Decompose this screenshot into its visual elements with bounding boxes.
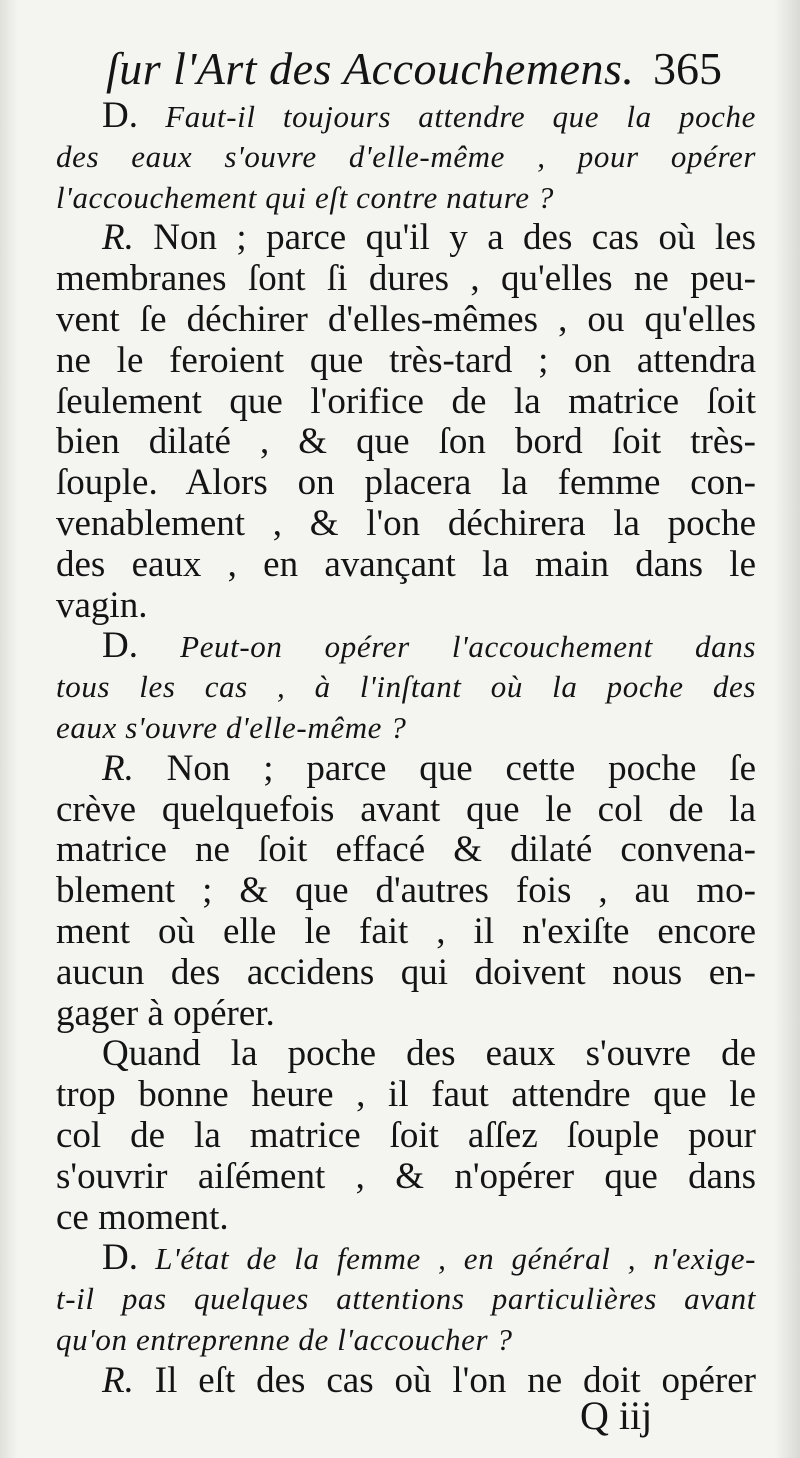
- line-text: ment où elle le fait , il n'exiſte encore: [56, 910, 756, 952]
- line-text: ſouple. Alors on placera la femme con-: [56, 462, 756, 504]
- line-text: vent ſe déchirer d'elles-mêmes , ou qu'elles: [56, 298, 756, 340]
- answer-line: [56, 790, 756, 831]
- line-text: ce moment.: [56, 1196, 229, 1238]
- line-text: des eaux , en avançant la main dans le: [56, 543, 756, 585]
- page-footer: [0, 1392, 800, 1442]
- answer-line: [56, 1116, 756, 1157]
- line-text: eaux s'ouvre d'elle-même ?: [56, 709, 407, 745]
- question-line: [56, 1279, 756, 1320]
- answer-line: [56, 749, 756, 790]
- line-text: gager à opérer.: [56, 992, 275, 1034]
- question-marker: D.: [102, 625, 138, 667]
- answer-marker: R.: [102, 747, 134, 789]
- line-text: crève quelquefois avant que le col de la: [56, 788, 756, 830]
- line-text: aucun des accidens qui doivent nous en-: [56, 951, 756, 993]
- answer-line: [56, 1198, 756, 1239]
- line-text: qu'on entreprenne de l'accoucher ?: [56, 1321, 513, 1357]
- answer-marker: R.: [102, 1359, 134, 1401]
- page-edge-shadow: [774, 0, 800, 1458]
- signature-mark: Q iij: [580, 1393, 653, 1438]
- question-marker: D.: [102, 95, 138, 136]
- line-text: venablement , & l'on déchirera la poche: [56, 502, 756, 544]
- line-text: trop bonne heure , il faut attendre que le: [56, 1074, 756, 1116]
- answer-line: [56, 300, 756, 341]
- answer-line: [56, 504, 756, 545]
- line-text: s'ouvrir aiſément , & n'opérer que dans: [56, 1155, 756, 1197]
- page-gutter-shadow: [0, 0, 18, 1458]
- answer-line: [56, 994, 756, 1035]
- question-line: [56, 178, 756, 219]
- line-text: Quand la poche des eaux s'ouvre de: [102, 1033, 756, 1075]
- line-text: Il eſt des cas où l'on ne doit opérer: [133, 1359, 756, 1401]
- question-marker: D.: [102, 1237, 138, 1279]
- line-text: Non ; parce que cette poche ſe: [133, 747, 756, 789]
- line-text: ne le feroient que très-tard ; on attendra: [56, 339, 756, 381]
- answer-line: [56, 830, 756, 871]
- answer-line: [56, 545, 756, 586]
- line-text: tous les cas , à l'inſtant où la poche des: [56, 669, 756, 705]
- line-text: membranes ſont ſi dures , qu'elles ne peu-: [56, 258, 756, 300]
- answer-line: [56, 953, 756, 994]
- line-text: vagin.: [56, 584, 148, 626]
- answer-line: [56, 382, 756, 423]
- answer-line: [56, 1157, 756, 1198]
- question-line: [56, 1320, 756, 1361]
- answer-line: [56, 341, 756, 382]
- line-text: Faut-il toujours attendre que la poche: [137, 99, 756, 134]
- question-line: [56, 708, 756, 749]
- answer-line: [56, 1034, 756, 1075]
- answer-line: [56, 586, 756, 627]
- answer-line: [56, 422, 756, 463]
- answer-marker: R.: [102, 217, 134, 259]
- answer-line: [56, 463, 756, 504]
- question-line: [56, 137, 756, 178]
- question-line: [56, 1238, 756, 1279]
- answer-line: [56, 218, 756, 259]
- line-text: col de la matrice ſoit aſſez ſouple pour: [56, 1114, 756, 1156]
- line-text: L'état de la femme , en général , n'exige-: [137, 1241, 756, 1277]
- answer-line: [56, 912, 756, 953]
- question-line: [56, 96, 756, 137]
- line-text: Non ; parce qu'il y a des cas où les: [133, 217, 756, 259]
- question-line: [56, 667, 756, 708]
- answer-line: [56, 1075, 756, 1116]
- line-text: ſeulement que l'orifice de la matrice ſoit: [56, 380, 756, 422]
- page-number: 365: [653, 43, 722, 94]
- answer-line: [56, 259, 756, 300]
- body-text: [56, 96, 756, 1402]
- line-text: Peut-on opérer l'accouchement dans: [137, 629, 756, 665]
- line-text: l'accouchement qui eſt contre nature ?: [56, 179, 555, 215]
- line-text: t-il pas quelques attentions particulières avant: [56, 1281, 756, 1317]
- question-line: [56, 626, 756, 667]
- running-title: ſur l'Art des Accouchemens.: [106, 43, 635, 94]
- running-header: [0, 42, 800, 102]
- line-text: des eaux s'ouvre d'elle-même , pour opérer: [56, 138, 756, 174]
- line-text: bien dilaté , & que ſon bord ſoit très-: [56, 421, 756, 463]
- answer-line: [56, 871, 756, 912]
- line-text: blement ; & que d'autres fois , au mo-: [56, 870, 756, 912]
- line-text: matrice ne ſoit effacé & dilaté convena-: [56, 829, 756, 871]
